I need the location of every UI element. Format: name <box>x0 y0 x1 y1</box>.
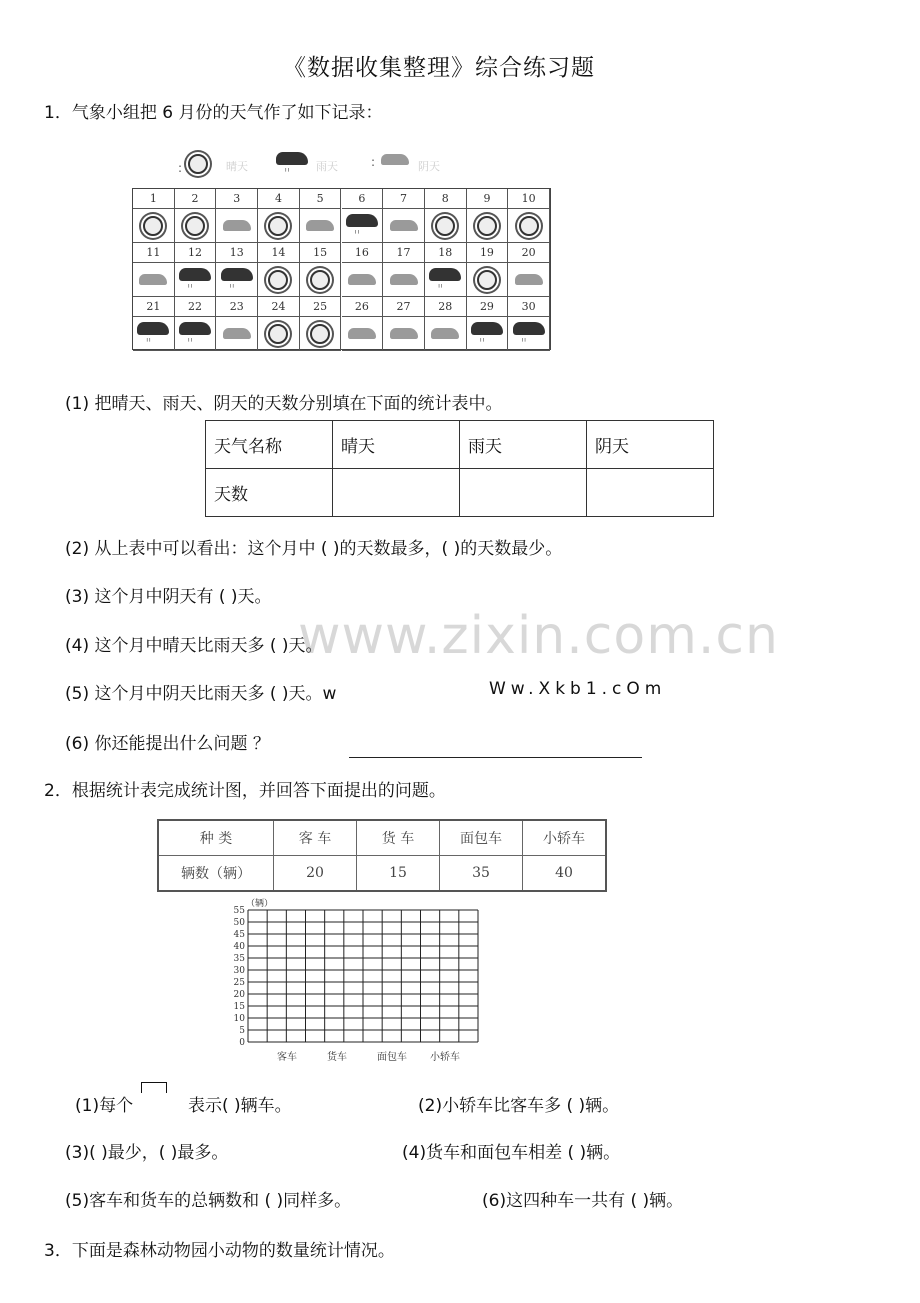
day-number: 27 <box>383 297 425 317</box>
cloud-icon <box>381 154 409 165</box>
x-tick-label: 面包车 <box>377 1052 407 1063</box>
x-tick-label: 货车 <box>327 1052 347 1063</box>
page-title: 《数据收集整理》综合练习题 <box>283 55 595 81</box>
day-number: 28 <box>425 297 467 317</box>
day-number: 8 <box>425 189 467 209</box>
row-days-label: 天数 <box>206 469 333 517</box>
legend-sun-label: 晴天 <box>226 160 248 173</box>
x-tick-label: 客车 <box>277 1052 297 1063</box>
x-tick-label: 小轿车 <box>430 1052 460 1063</box>
header-sunny: 晴天 <box>333 421 460 469</box>
day-weather <box>258 263 300 297</box>
header-weather-name: 天气名称 <box>206 421 333 469</box>
day-number: 26 <box>342 297 384 317</box>
day-weather <box>300 263 342 297</box>
q2-sub-6: (6)这四种车一共有 ( )辆。 <box>482 1191 684 1211</box>
day-weather <box>133 317 175 351</box>
day-number: 20 <box>508 243 550 263</box>
day-number: 14 <box>258 243 300 263</box>
y-axis-label: （辆） <box>246 899 274 909</box>
weather-stats-table <box>205 420 714 517</box>
rain-icon: ᵎᵎ <box>346 214 378 238</box>
y-tick-label: 0 <box>239 1038 245 1048</box>
cloud-icon <box>390 274 418 285</box>
sun-icon <box>519 216 539 236</box>
cloud-icon <box>348 328 376 339</box>
veh-head-bus: 客 车 <box>274 820 357 856</box>
watermark: www.zixin.com.cn <box>298 606 779 666</box>
rain-icon: ᵎᵎ <box>179 268 211 292</box>
sun-icon <box>310 324 330 344</box>
q1-sub-5-extra: Ww.Xkb1.cOm <box>489 679 667 699</box>
sun-icon <box>435 216 455 236</box>
day-number: 6 <box>342 189 384 209</box>
sun-icon <box>268 324 288 344</box>
sun-icon <box>185 216 205 236</box>
day-weather <box>467 209 509 243</box>
q1-sub-5: (5) 这个月中阴天比雨天多 ( )天。w <box>65 684 337 704</box>
legend-cloud-label: 阴天 <box>418 160 440 173</box>
q1-sub-2: (2) 从上表中可以看出：这个月中 ( )的天数最多，( )的天数最少。 <box>65 539 563 559</box>
cloud-icon <box>223 220 251 231</box>
y-tick-label: 50 <box>233 918 245 928</box>
q2-sub-1b: 表示( )辆车。 <box>188 1096 292 1116</box>
sun-icon <box>310 270 330 290</box>
y-tick-label: 15 <box>233 1002 245 1012</box>
day-number: 10 <box>508 189 550 209</box>
header-rainy: 雨天 <box>460 421 587 469</box>
rain-icon: ᵎᵎ <box>221 268 253 292</box>
day-weather <box>175 263 217 297</box>
veh-count-truck: 15 <box>357 856 440 892</box>
q2-sub-3: (3)( )最少，( )最多。 <box>65 1143 229 1163</box>
cloud-icon <box>139 274 167 285</box>
vehicle-grid-chart <box>230 896 490 1066</box>
day-number: 7 <box>383 189 425 209</box>
weather-calendar <box>132 188 551 350</box>
vehicle-table <box>157 819 607 892</box>
day-number: 21 <box>133 297 175 317</box>
sun-icon <box>143 216 163 236</box>
day-number: 9 <box>467 189 509 209</box>
cloud-icon <box>390 328 418 339</box>
day-number: 18 <box>425 243 467 263</box>
q1-sub-1: (1) 把晴天、雨天、阴天的天数分别填在下面的统计表中。 <box>65 394 503 414</box>
cloud-icon <box>348 274 376 285</box>
day-weather <box>342 317 384 351</box>
veh-head-truck: 货 车 <box>357 820 440 856</box>
y-tick-label: 30 <box>233 966 245 976</box>
rain-icon: ᵎᵎ <box>276 152 308 176</box>
answer-sunny-days[interactable] <box>333 469 460 517</box>
day-weather <box>383 209 425 243</box>
y-tick-label: 25 <box>233 978 245 988</box>
day-weather <box>216 209 258 243</box>
day-number: 5 <box>300 189 342 209</box>
day-weather <box>342 263 384 297</box>
q2-sub-1a: (1)每个 <box>75 1096 134 1116</box>
day-number: 3 <box>216 189 258 209</box>
y-tick-label: 35 <box>233 954 245 964</box>
weather-legend: : 晴天 ᵎᵎ 雨天 : 阴天 <box>178 152 438 180</box>
y-tick-label: 40 <box>233 942 245 952</box>
day-weather <box>467 263 509 297</box>
day-weather <box>175 209 217 243</box>
day-weather <box>425 263 467 297</box>
day-number: 2 <box>175 189 217 209</box>
day-weather <box>300 317 342 351</box>
day-number: 30 <box>508 297 550 317</box>
question-1-stem: 1．气象小组把 6 月份的天气作了如下记录： <box>44 103 383 123</box>
q2-sub-2: (2)小轿车比客车多 ( )辆。 <box>418 1096 620 1116</box>
cloud-icon <box>431 328 459 339</box>
answer-cloudy-days[interactable] <box>587 469 714 517</box>
rain-icon: ᵎᵎ <box>471 322 503 346</box>
day-weather <box>508 263 550 297</box>
day-weather <box>258 209 300 243</box>
day-weather <box>425 317 467 351</box>
veh-head-van: 面包车 <box>440 820 523 856</box>
q1-sub-3: (3) 这个月中阴天有 ( )天。 <box>65 587 272 607</box>
sun-icon <box>477 270 497 290</box>
answer-line[interactable] <box>349 757 642 758</box>
unit-cell-icon <box>141 1086 167 1105</box>
q2-sub-4: (4)货车和面包车相差 ( )辆。 <box>402 1143 621 1163</box>
day-weather <box>175 317 217 351</box>
y-tick-label: 5 <box>239 1026 245 1036</box>
day-number: 11 <box>133 243 175 263</box>
rain-icon: ᵎᵎ <box>429 268 461 292</box>
veh-head-car: 小轿车 <box>523 820 607 856</box>
question-3-stem: 3．下面是森林动物园小动物的数量统计情况。 <box>44 1241 395 1261</box>
rain-icon: ᵎᵎ <box>179 322 211 346</box>
cloud-icon <box>515 274 543 285</box>
day-number: 17 <box>383 243 425 263</box>
day-number: 25 <box>300 297 342 317</box>
day-weather <box>383 263 425 297</box>
day-number: 19 <box>467 243 509 263</box>
day-number: 22 <box>175 297 217 317</box>
day-weather <box>133 263 175 297</box>
y-tick-label: 55 <box>233 906 245 916</box>
day-number: 13 <box>216 243 258 263</box>
rain-icon: ᵎᵎ <box>513 322 545 346</box>
question-2-stem: 2．根据统计表完成统计图，并回答下面提出的问题。 <box>44 781 446 801</box>
header-cloudy: 阴天 <box>587 421 714 469</box>
day-weather <box>216 317 258 351</box>
day-number: 29 <box>467 297 509 317</box>
cloud-icon <box>306 220 334 231</box>
veh-head-kind: 种 类 <box>158 820 274 856</box>
day-weather <box>508 209 550 243</box>
y-tick-label: 10 <box>233 1014 245 1024</box>
day-weather <box>467 317 509 351</box>
day-number: 23 <box>216 297 258 317</box>
sun-icon <box>477 216 497 236</box>
q1-sub-4: (4) 这个月中晴天比雨天多 ( )天。 <box>65 636 323 656</box>
day-weather <box>383 317 425 351</box>
day-number: 15 <box>300 243 342 263</box>
y-tick-label: 20 <box>233 990 245 1000</box>
day-weather <box>342 209 384 243</box>
cloud-icon <box>390 220 418 231</box>
day-number: 4 <box>258 189 300 209</box>
rain-icon: ᵎᵎ <box>137 322 169 346</box>
sun-icon <box>268 270 288 290</box>
veh-row-label: 辆数（辆） <box>158 856 274 892</box>
veh-count-bus: 20 <box>274 856 357 892</box>
day-weather <box>258 317 300 351</box>
veh-count-van: 35 <box>440 856 523 892</box>
day-weather <box>425 209 467 243</box>
day-weather <box>300 209 342 243</box>
sun-icon <box>188 154 208 174</box>
sun-icon <box>268 216 288 236</box>
y-tick-label: 45 <box>233 930 245 940</box>
veh-count-car: 40 <box>523 856 607 892</box>
day-number: 24 <box>258 297 300 317</box>
q1-sub-6: (6) 你还能提出什么问题 ？ <box>65 734 270 754</box>
day-number: 1 <box>133 189 175 209</box>
day-number: 16 <box>342 243 384 263</box>
day-weather <box>508 317 550 351</box>
cloud-icon <box>223 328 251 339</box>
q2-sub-5: (5)客车和货车的总辆数和 ( )同样多。 <box>65 1191 352 1211</box>
day-weather <box>216 263 258 297</box>
legend-rain-label: 雨天 <box>316 160 338 173</box>
answer-rainy-days[interactable] <box>460 469 587 517</box>
day-number: 12 <box>175 243 217 263</box>
day-weather <box>133 209 175 243</box>
